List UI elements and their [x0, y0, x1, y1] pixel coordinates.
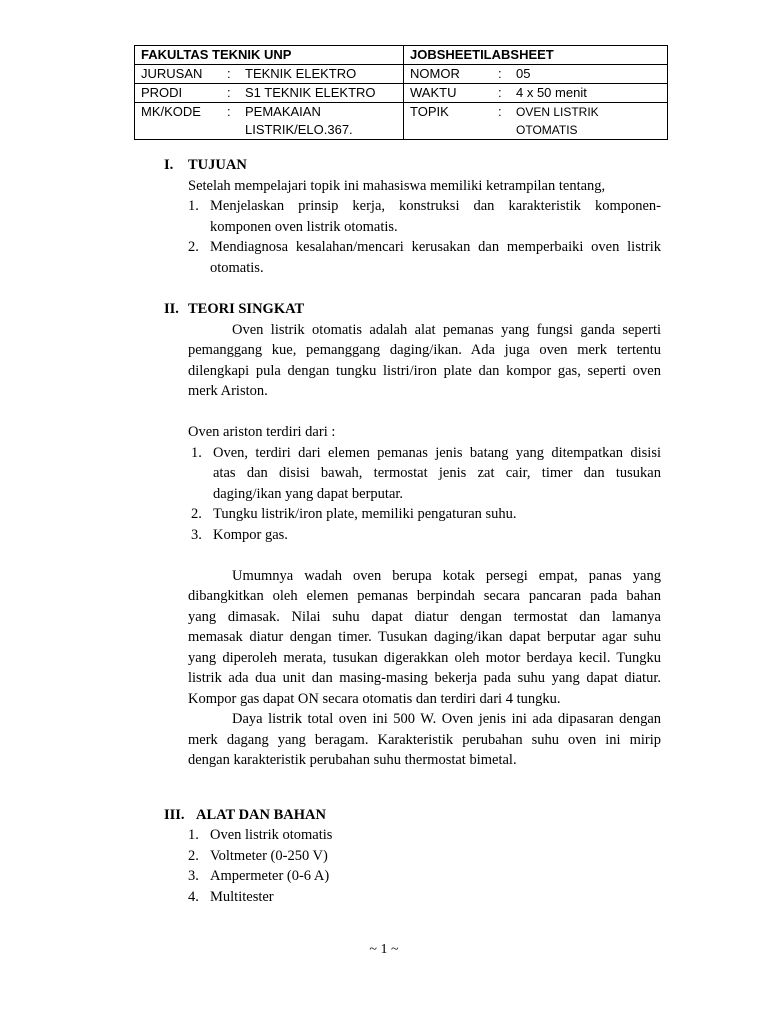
topik-value: OVEN LISTRIK OTOMATIS [516, 105, 599, 137]
list-number: 2. [188, 239, 199, 255]
section-1-title: TUJUAN [188, 157, 247, 173]
mk-kode-line1: PEMAKAIAN [245, 104, 321, 119]
paragraph-line: yang dimasak. Nilai suhu dapat diatur dengan termostat dan lamanya [188, 609, 661, 625]
list-item-text: atas dan disisi bawah, termostat jenis zat cair, timer dan tusukan [213, 465, 661, 481]
section-3-title: ALAT DAN BAHAN [196, 807, 326, 823]
topik-label: TOPIK [410, 104, 449, 119]
section-1-number: I. [164, 157, 174, 173]
page-number: ~ 1 ~ [369, 942, 399, 957]
list-number: 3. [188, 868, 199, 884]
paragraph-line: merk dagang yang beragam. Karakteristik perubahan suhu oven ini mirip [188, 732, 661, 748]
list-item-text: Oven listrik otomatis [210, 827, 333, 843]
list-number: 2. [191, 506, 202, 522]
list-item-text: daging/ikan yang dapat berputar. [213, 486, 404, 502]
list-item-text: Kompor gas. [213, 527, 288, 543]
paragraph-line: Oven listrik otomatis adalah alat pemanas yang fungsi ganda seperti [232, 322, 661, 338]
paragraph-line: merk Ariston. [188, 383, 268, 399]
header-table [134, 45, 668, 140]
colon: : [498, 104, 502, 119]
list-item-text: komponen oven listrik otomatis. [210, 219, 398, 235]
prodi-value: S1 TEKNIK ELEKTRO [245, 85, 376, 100]
prodi-label: PRODI [141, 85, 183, 100]
section-2-number: II. [164, 301, 179, 317]
paragraph-line: dibangkitkan oleh elemen pemanas berpindah secara pancaran pada bahan [188, 588, 661, 604]
paragraph-line: listrik ada dua unit dan masing-masing bekerja pada suhu yang dapat diatur. [188, 670, 661, 686]
list-item-text: Multitester [210, 889, 274, 905]
jurusan-label: JURUSAN [141, 66, 203, 81]
nomor-value: 05 [516, 66, 531, 81]
list-item-text: Oven, terdiri dari elemen pemanas jenis batang yang ditempatkan disisi [213, 445, 661, 461]
list-item-text: Mendiagnosa kesalahan/mencari kerusakan dan memperbaiki oven listrik [210, 239, 661, 255]
list-item-text: Ampermeter (0-6 A) [210, 868, 330, 884]
list-number: 4. [188, 889, 199, 905]
colon: : [227, 85, 231, 100]
colon: : [227, 104, 231, 119]
paragraph-line: yang diperoleh merata, tusukan digerakkan oleh motor berdaya kecil. Tungku [188, 650, 661, 666]
list-number: 2. [188, 848, 199, 864]
nomor-label: NOMOR [410, 66, 460, 81]
list-item-text: Tungku listrik/iron plate, memiliki pengaturan suhu. [213, 506, 517, 522]
list-item-text: Menjelaskan prinsip kerja, konstruksi dan karakteristik komponen- [210, 198, 661, 214]
section-2-title: TEORI SINGKAT [188, 301, 305, 317]
colon: : [227, 66, 231, 81]
mk-kode-label: MK/KODE [141, 104, 201, 119]
paragraph-line: pemanggang kue, pemanggang daging/ikan. Ada juga oven merk tertentu [188, 342, 661, 358]
paragraph-line: dengan karakteristik perubahan suhu thermostat bimetal. [188, 752, 517, 768]
section-1-intro: Setelah mempelajari topik ini mahasiswa memiliki ketrampilan tentang, [188, 178, 606, 194]
colon: : [498, 66, 502, 81]
list-number: 1. [188, 827, 199, 843]
paragraph-line: dilengkapi pula dengan tungku listri/iron plate dan kompor gas, seperti oven [188, 363, 661, 379]
paragraph-line: memasak diatur dengan timer. Tusukan daging/ikan dapat berputar agar suhu [188, 629, 661, 645]
jurusan-value: TEKNIK ELEKTRO [245, 66, 357, 81]
paragraph-line: Umumnya wadah oven berupa kotak persegi empat, panas yang [232, 568, 661, 584]
jobsheet-title: JOBSHEETILABSHEET [404, 46, 668, 65]
list-item-text: otomatis. [210, 260, 264, 276]
list-intro: Oven ariston terdiri dari : [188, 424, 336, 440]
waktu-value: 4 x 50 menit [516, 85, 587, 100]
list-number: 1. [188, 198, 199, 214]
faculty-title: FAKULTAS TEKNIK UNP [135, 46, 404, 65]
list-item-text: Voltmeter (0-250 V) [210, 848, 328, 864]
mk-kode-value [245, 103, 397, 139]
paragraph-line: Kompor gas dapat ON secara otomatis dan terdiri dari 4 tungku. [188, 691, 561, 707]
paragraph-line: Daya listrik total oven ini 500 W. Oven jenis ini ada dipasaran dengan [232, 711, 661, 727]
waktu-label: WAKTU [410, 85, 457, 100]
list-number: 3. [191, 527, 202, 543]
mk-kode-line2: LISTRIK/ELO.367. [245, 122, 353, 137]
colon: : [498, 85, 502, 100]
section-3-number: III. [164, 807, 185, 823]
list-number: 1. [191, 445, 202, 461]
